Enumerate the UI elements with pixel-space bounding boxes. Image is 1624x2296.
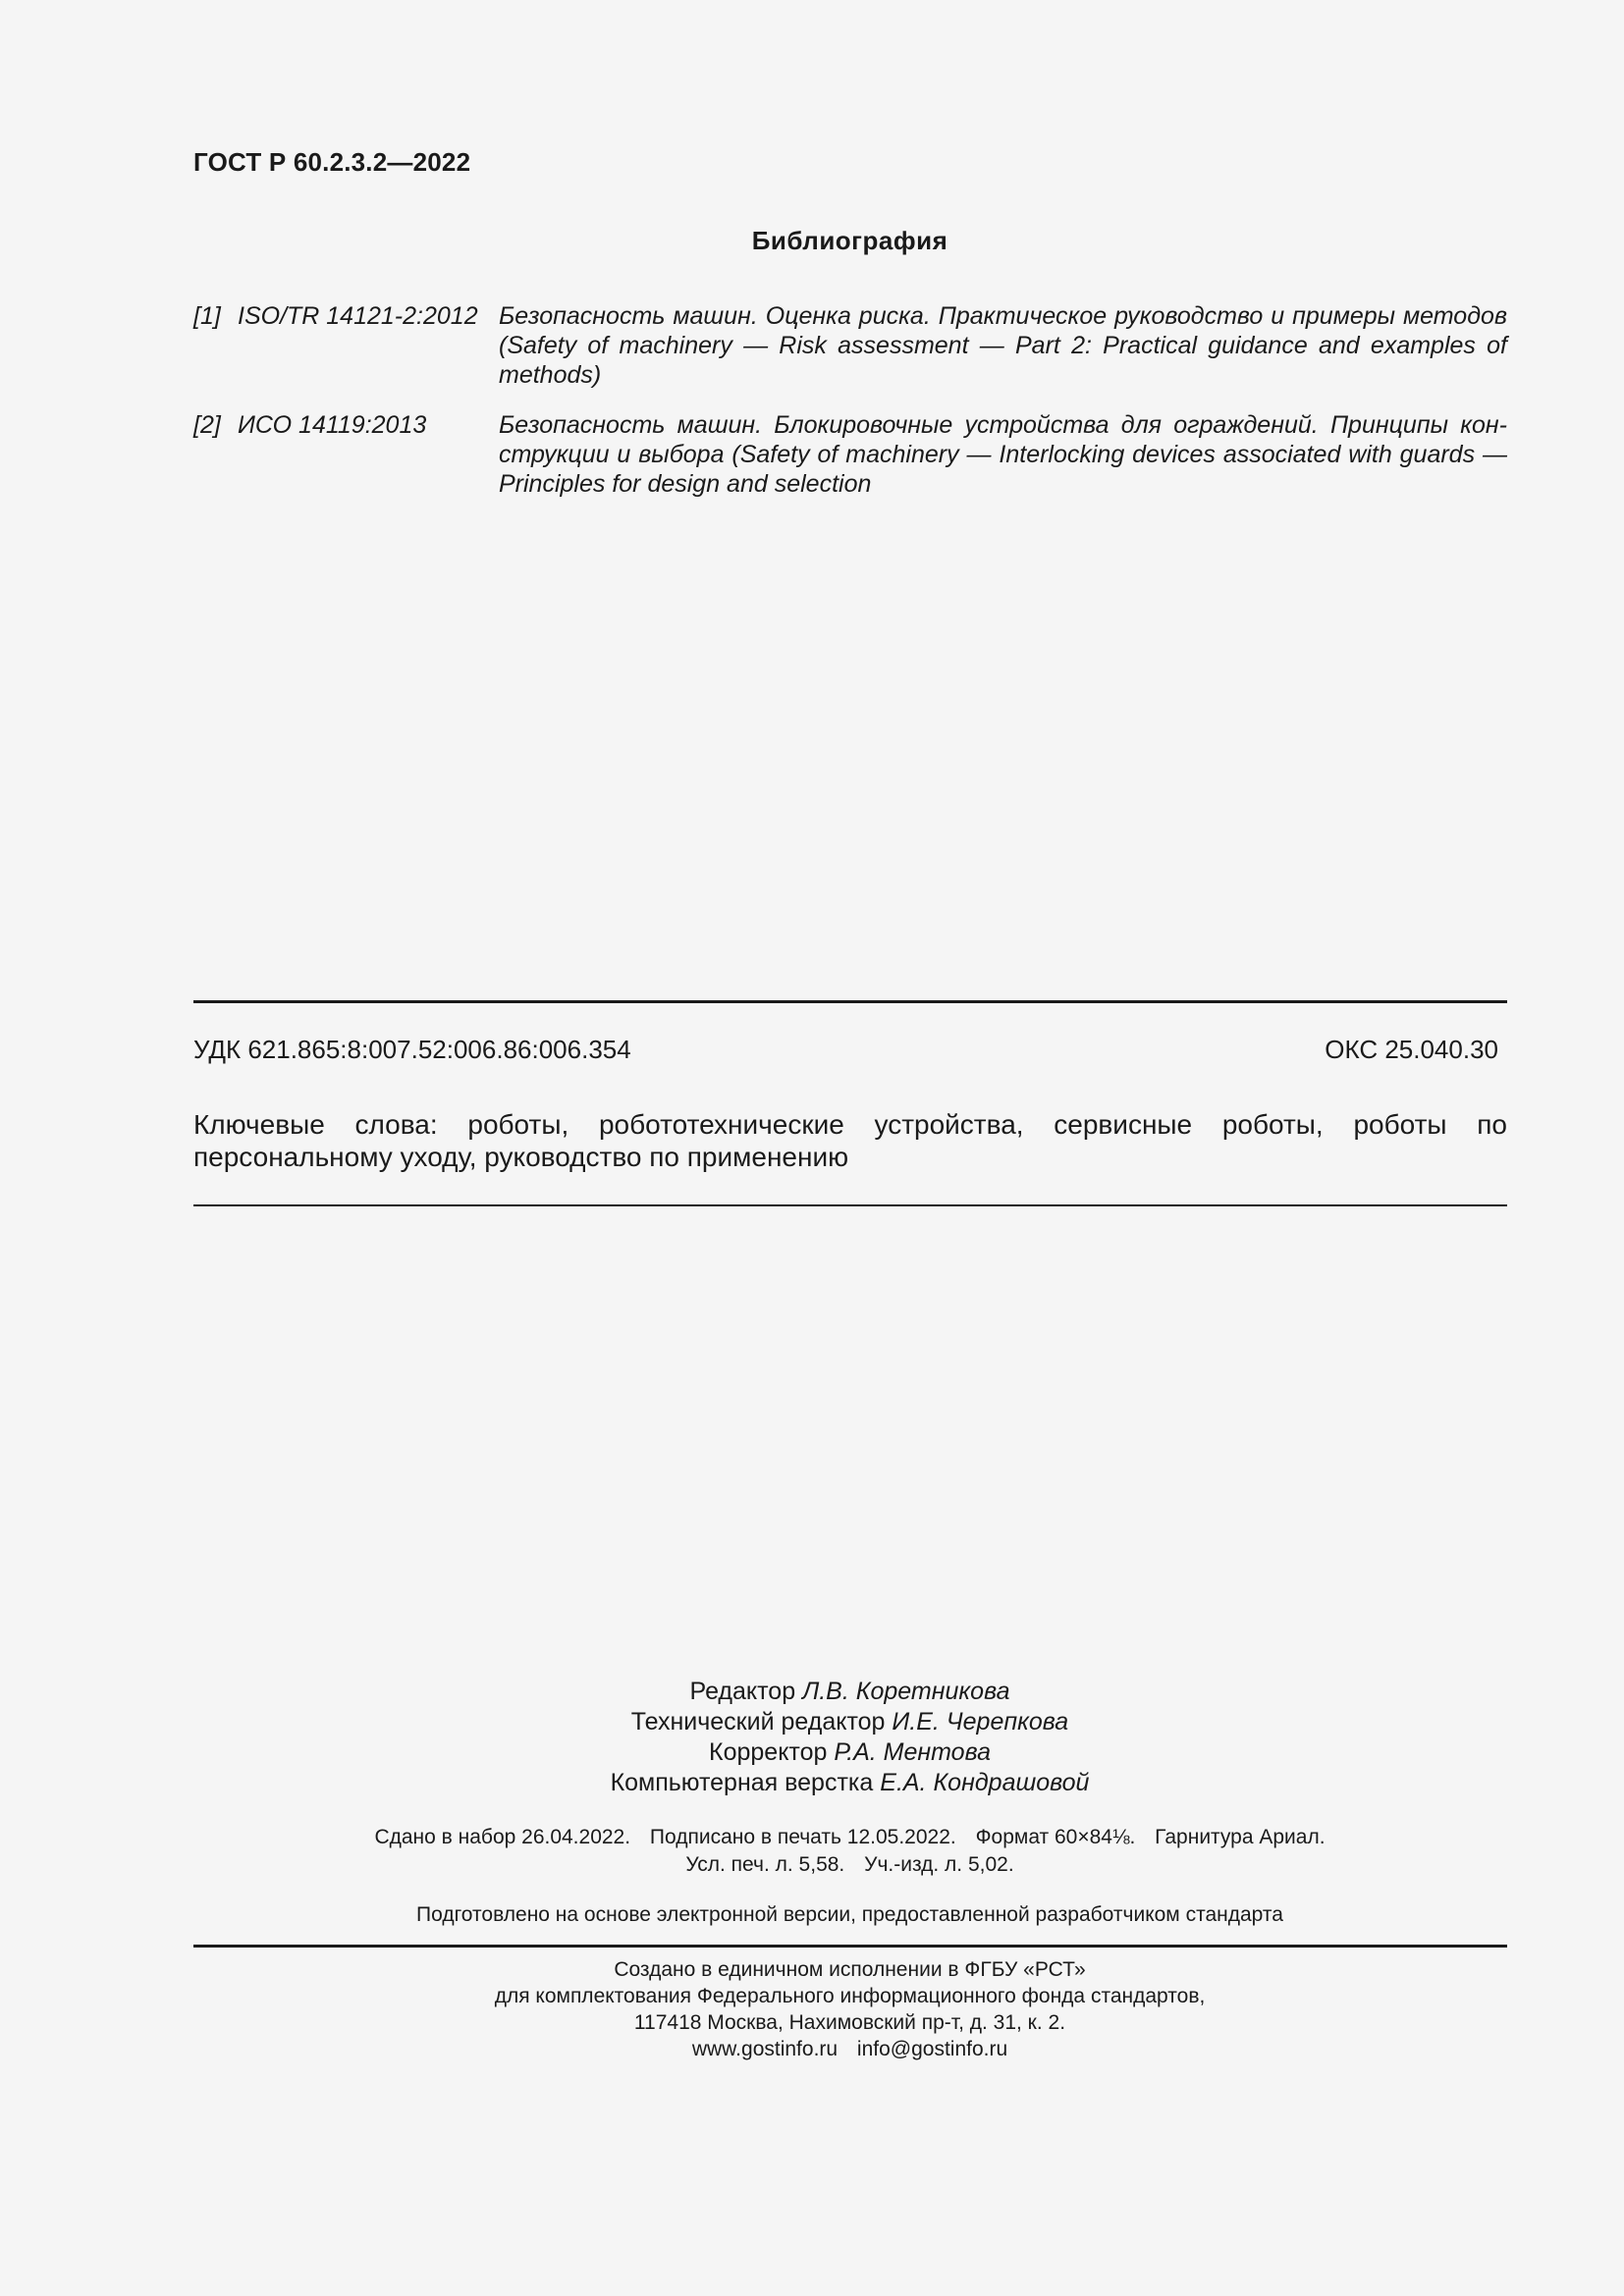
oks-code: ОКС 25.040.30 <box>1325 1035 1498 1064</box>
credit-name: Е.А. Кондрашовой <box>880 1769 1090 1796</box>
footer-links <box>0 2036 1624 2062</box>
bibliography-entry <box>193 301 1507 390</box>
typeface: Гарнитура Ариал. <box>1155 1826 1326 1848</box>
bibliography-entry-code: ИСО 14119:2013 <box>238 411 427 439</box>
bibliography-list <box>193 301 1507 519</box>
typeset-date: Сдано в набор 26.04.2022. <box>374 1826 631 1848</box>
divider-top <box>193 1000 1507 1003</box>
bibliography-entry-text: Безопасность машин. Оценка риска. Практическое руководство и примеры методов (Safety of machinery — Risk assessment — Part 2: Practical guidance and examples of methods) <box>499 302 1507 389</box>
credit-line <box>0 1677 1624 1707</box>
credit-role: Компьютерная верстка <box>610 1769 874 1796</box>
footer-line: 117418 Москва, Нахимовский пр-т, д. 31, к. 2. <box>633 2011 1066 2034</box>
credit-line <box>0 1768 1624 1798</box>
divider-bottom <box>193 1204 1507 1206</box>
edit-sheets: Уч.-изд. л. 5,02. <box>864 1853 1014 1876</box>
credit-name: Л.В. Коретникова <box>802 1678 1010 1705</box>
print-sheets: Усл. печ. л. 5,58. <box>685 1853 845 1876</box>
credit-role: Корректор <box>709 1738 828 1766</box>
bibliography-entry <box>193 410 1507 499</box>
credit-name: Р.А. Ментова <box>834 1738 991 1766</box>
bibliography-entry-number: [1] <box>193 302 221 330</box>
footer <box>0 1956 1624 2062</box>
signed-date: Подписано в печать 12.05.2022. <box>649 1826 956 1848</box>
bibliography-entry-code: ISO/TR 14121-2:2012 <box>238 302 478 330</box>
website-link[interactable]: www.gostinfo.ru <box>691 2038 839 2060</box>
credit-name: И.Е. Черепкова <box>892 1708 1069 1735</box>
bibliography-title: Библиография <box>751 226 948 255</box>
print-info-line <box>0 1824 1624 1851</box>
print-info <box>0 1824 1624 1879</box>
bibliography-entry-number: [2] <box>193 411 221 439</box>
document-code: ГОСТ Р 60.2.3.2—2022 <box>193 147 471 177</box>
print-info-line <box>0 1851 1624 1879</box>
udk-code: УДК 621.865:8:007.52:006.86:006.354 <box>193 1035 631 1064</box>
credits-block <box>0 1677 1624 1798</box>
credit-role: Технический редактор <box>630 1708 886 1735</box>
footer-line: для комплектования Федерального информационного фонда стандартов, <box>494 1985 1206 2007</box>
email-link[interactable]: info@gostinfo.ru <box>856 2038 1008 2060</box>
keywords: Ключевые слова: роботы, робототехнические устройства, сервисные роботы, роботы по персональному уходу, руководство по применению <box>193 1109 1507 1172</box>
prepared-note: Подготовлено на основе электронной версии, предоставленной разработчиком стандарта <box>416 1903 1283 1926</box>
bibliography-entry-text: Безопасность машин. Блокировочные устройства для ограждений. Принципы конструкции и выбора (Safety of machinery — Interlocking devices associated with guards — Principles for design and selection <box>499 411 1507 498</box>
divider-footer <box>193 1945 1507 1948</box>
credit-line <box>0 1737 1624 1768</box>
credit-role: Редактор <box>689 1678 796 1705</box>
credit-line <box>0 1707 1624 1737</box>
print-format: Формат 60×84⅛. <box>975 1826 1136 1848</box>
footer-line: Создано в единичном исполнении в ФГБУ «РСТ» <box>614 1958 1086 1981</box>
